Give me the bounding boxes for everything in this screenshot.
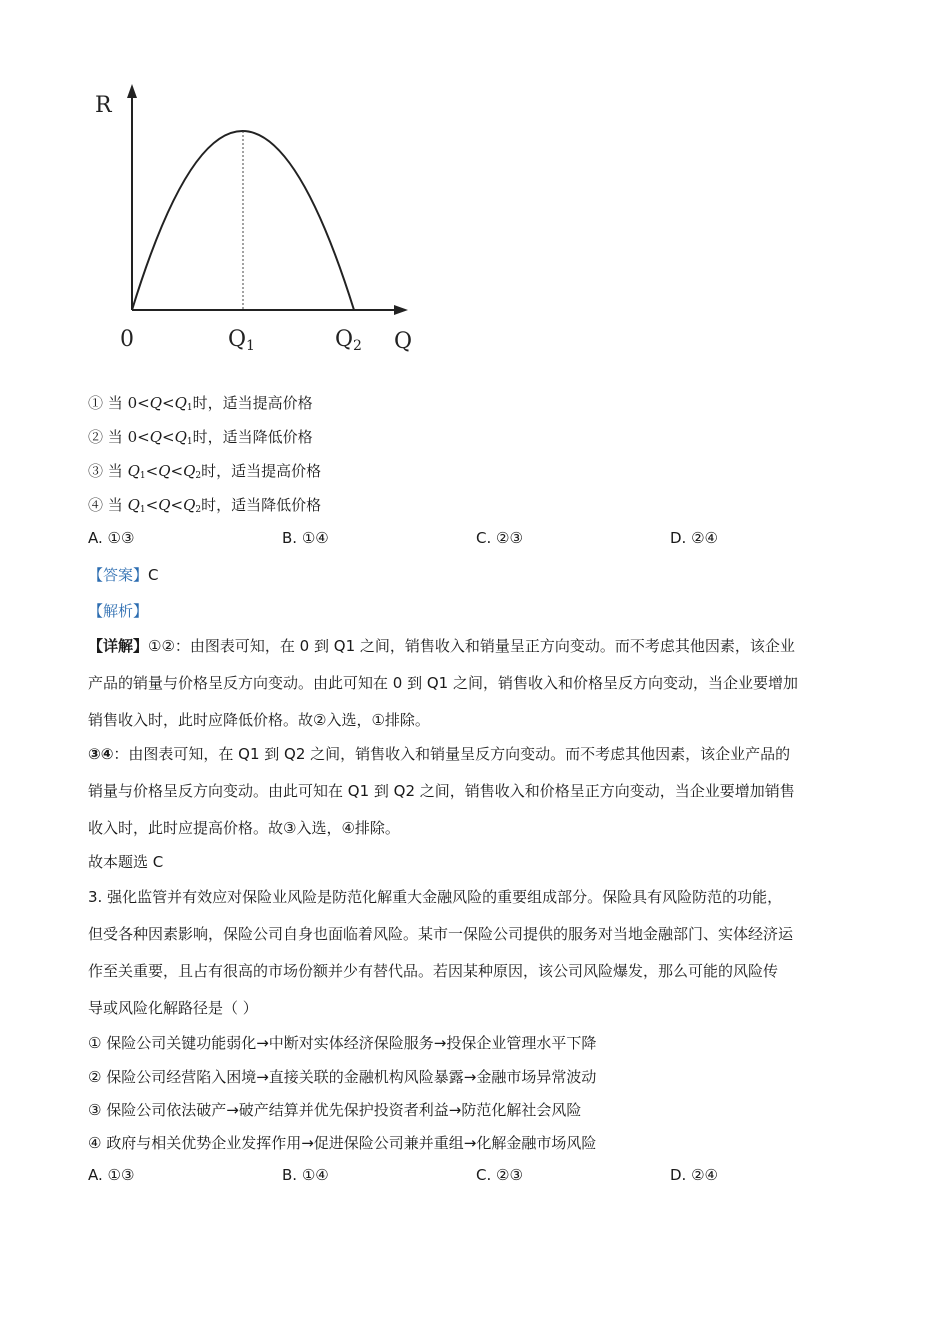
q2-statement-4: ④ 当 $Q_1<Q<Q_2$时，适当降低价格: [88, 496, 322, 515]
q2-answer: [88, 564, 159, 585]
q2-detail-line-1: 【详解】①②：由图表可知，在 0 到 Q1 之间，销售收入和销量呈正方向变动。而不考虑其他因素，该企业: [88, 637, 795, 655]
q3-statement-2: ② 保险公司经营陷入困境→直接关联的金融机构风险暴露→金融市场异常波动: [88, 1068, 597, 1086]
q2-detail2-line-1: ③④：由图表可知，在 Q1 到 Q2 之间，销售收入和销量呈反方向变动。而不考虑其他因素，该企业产品的: [88, 745, 791, 763]
q2-choice-b: B. ①④: [282, 529, 329, 547]
origin-label: 0: [120, 327, 134, 352]
x-axis-label: Q: [394, 329, 413, 354]
q3-statement-4: ④ 政府与相关优势企业发挥作用→促进保险公司兼并重组→化解金融市场风险: [88, 1134, 597, 1152]
y-axis-arrow: [127, 84, 137, 98]
revenue-quantity-figure: [80, 80, 430, 370]
q2-choice-a: A. ①③: [88, 529, 135, 547]
q2-label: Q2: [335, 327, 362, 354]
q2-statement-1: ① 当 $0<Q<Q_1$时，适当提高价格: [88, 394, 313, 413]
q2-choice-c: C. ②③: [476, 529, 523, 547]
q3-statement-1: ① 保险公司关键功能弱化→中断对实体经济保险服务→投保企业管理水平下降: [88, 1034, 597, 1052]
q3-choice-d: D. ②④: [670, 1166, 718, 1184]
q3-choices: [0, 1166, 950, 1188]
q3-stem-line-1: 3. 强化监管并有效应对保险业风险是防范化解重大金融风险的重要组成部分。保险具有风险防范的功能，: [88, 888, 783, 906]
q2-statement-3: ③ 当 $Q_1<Q<Q_2$时，适当提高价格: [88, 462, 322, 481]
q3-stem-line-4: 导或风险化解路径是（ ）: [88, 999, 258, 1017]
q3-choice-c: C. ②③: [476, 1166, 523, 1184]
q2-conclusion: 故本题选 C: [88, 853, 164, 871]
q2-statement-2: ② 当 $0<Q<Q_1$时，适当降低价格: [88, 428, 313, 447]
q2-choices: [0, 529, 950, 551]
q2-detail-line-3: 销售收入时，此时应降低价格。故②入选，①排除。: [88, 711, 430, 729]
q2-detail-line-2: 产品的销量与价格呈反方向变动。由此可知在 0 到 Q1 之间，销售收入和价格呈反方向变动，当企业要增加: [88, 674, 798, 692]
q3-statement-3: ③ 保险公司依法破产→破产结算并优先保护投资者利益→防范化解社会风险: [88, 1101, 582, 1119]
q3-choice-a: A. ①③: [88, 1166, 135, 1184]
q1-label: Q1: [228, 327, 255, 354]
answer-value: C: [148, 566, 159, 584]
detail-label: 【详解】: [88, 637, 149, 655]
q3-stem-line-3: 作至关重要，且占有很高的市场份额并少有替代品。若因某种原因，该公司风险爆发，那么可能的风险传: [88, 962, 779, 980]
q3-stem-line-2: 但受各种因素影响，保险公司自身也面临着风险。某市一保险公司提供的服务对当地金融部门、实体经济运: [88, 925, 794, 943]
y-axis-label: R: [95, 93, 112, 118]
q2-choice-d: D. ②④: [670, 529, 718, 547]
q2-analysis-label: 【解析】: [88, 602, 149, 620]
q2-detail2-line-2: 销量与价格呈反方向变动。由此可知在 Q1 到 Q2 之间，销售收入和价格呈正方向变动，当企业要增加销售: [88, 782, 795, 800]
x-axis-arrow: [394, 305, 408, 315]
q2-detail2-line-3: 收入时，此时应提高价格。故③入选，④排除。: [88, 819, 400, 837]
answer-label: 【答案】: [88, 566, 149, 584]
q3-choice-b: B. ①④: [282, 1166, 329, 1184]
